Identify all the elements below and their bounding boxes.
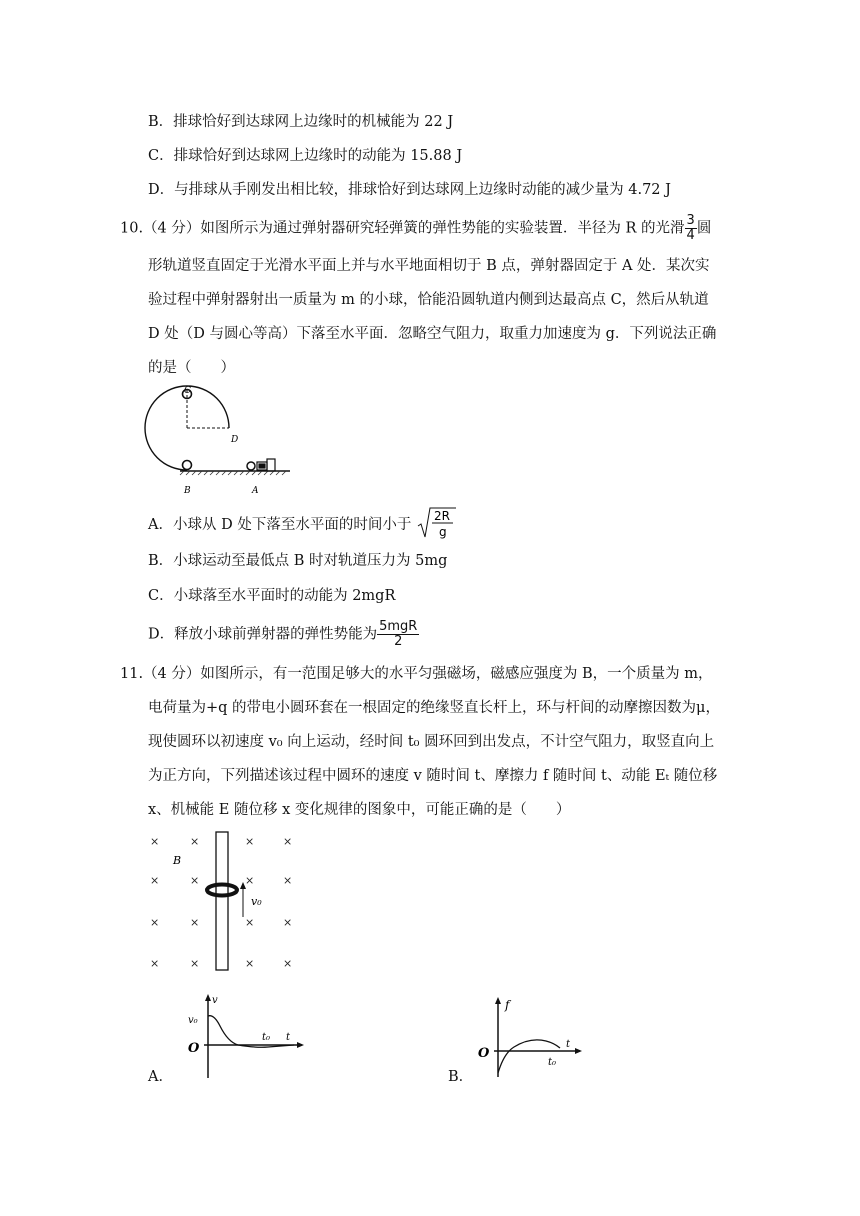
graph-b-label-f: f (505, 998, 510, 1012)
q11-stem-line-5: x、机械能 E 随位移 x 变化规律的图象中，可能正确的是（ ） (148, 802, 571, 818)
q10-sqrt-num: 2R (433, 509, 450, 523)
graph-b-label-o: O (478, 1046, 490, 1061)
q11-field-figure (145, 830, 300, 975)
svg-text:×: × (283, 835, 293, 848)
q10-sqrt-den: g (438, 525, 447, 539)
svg-text:×: × (150, 916, 160, 929)
graph-b-label-t: t (566, 1039, 571, 1050)
graph-b-label-t0: t₀ (548, 1057, 557, 1068)
svg-text:×: × (245, 957, 255, 970)
q10-radical-sign (416, 506, 456, 540)
svg-text:×: × (190, 957, 200, 970)
svg-text:×: × (150, 874, 160, 887)
q10-label-c: C (184, 386, 191, 396)
graph-a-y-arrow (205, 994, 211, 1001)
q10-fraction (685, 214, 697, 243)
q10-stem-line-5: 的是（ ） (148, 360, 235, 376)
q11-stem-line-4: 为正方向，下列描述该过程中圆环的速度 v 随时间 t、摩擦力 f 随时间 t、动能 Eₜ 随位移 (148, 768, 718, 784)
q10-option-d-fraction (377, 620, 419, 649)
q10-label-a: A (252, 486, 259, 496)
svg-text:×: × (283, 916, 293, 929)
q11-stem-line-1: 11.（4 分）如图所示，有一范围足够大的水平匀强磁场，磁感应强度为 B，一个质量为 m， (120, 666, 713, 682)
graph-a-label-t0: t₀ (262, 1032, 271, 1043)
q10-stem-line-2: 形轨道竖直固定于光滑水平面上并与水平地面相切于 B 点，弹射器固定于 A 处．某次实 (148, 258, 710, 274)
q10-option-b: B．小球运动至最低点 B 时对轨道压力为 5mg (148, 553, 448, 569)
q10-option-d-den: 2 (394, 634, 403, 649)
graph-a-curve (208, 1016, 294, 1048)
q10-stem-text-b: 圆 (696, 220, 712, 237)
svg-text:×: × (150, 835, 160, 848)
svg-text:×: × (190, 874, 200, 887)
q10-option-d (148, 620, 419, 649)
q11-stem-line-2: 电荷量为+q 的带电小圆环套在一根固定的绝缘竖直长杆上，环与杆间的动摩擦因数为μ， (148, 700, 720, 716)
q10-stem-line-4: D 处（D 与圆心等高）下落至水平面．忽略空气阻力，取重力加速度为 g．下列说法正确 (148, 326, 717, 342)
q11-graph-a (176, 992, 306, 1080)
q11-stem-line-3: 现使圆环以初速度 v₀ 向上运动，经时间 t₀ 圆环回到出发点，不计空气阻力，取竖直向上 (148, 734, 715, 750)
q10-fraction-den: 4 (686, 228, 695, 243)
svg-text:×: × (245, 874, 255, 887)
q10-option-d-num: 5mgR (379, 619, 418, 634)
q10-stem-line-3: 验过程中弹射器射出一质量为 m 的小球，恰能沿圆轨道内侧到达最高点 C，然后从轨道 (148, 292, 709, 308)
svg-text:×: × (245, 916, 255, 929)
q9-option-d: D．与排球从手刚发出相比较，排球恰好到达球网上边缘时动能的减少量为 4.72 J (148, 182, 671, 198)
graph-a-label-t: t (286, 1032, 291, 1043)
svg-text:×: × (190, 835, 200, 848)
q10-fraction-num: 3 (686, 213, 695, 228)
q10-option-c: C．小球落至水平面时的动能为 2mgR (148, 588, 396, 604)
q11-graph-b (470, 995, 585, 1080)
svg-text:×: × (190, 916, 200, 929)
svg-text:×: × (150, 957, 160, 970)
q10-stem-line-1 (120, 214, 711, 243)
q11-label-v0: v₀ (251, 895, 262, 908)
q10-option-a (148, 508, 456, 542)
graph-a-x-arrow (297, 1042, 304, 1048)
q10-label-b: B (184, 486, 191, 496)
q10-launcher (247, 459, 275, 471)
svg-text:×: × (245, 835, 255, 848)
svg-text:×: × (283, 957, 293, 970)
graph-a-label-v0: v₀ (188, 1015, 198, 1026)
q11-label-b: B (173, 854, 182, 867)
graph-a-label-v: v (212, 995, 218, 1006)
q11-option-b-label: B． (448, 1069, 474, 1085)
graph-b-y-arrow (495, 997, 501, 1004)
graph-a-label-o: O (188, 1041, 200, 1056)
q11-rod (216, 832, 228, 970)
q10-track-figure (140, 385, 300, 500)
q11-option-a-label: A． (148, 1069, 173, 1085)
q10-option-d-text: D．释放小球前弹射器的弹性势能为 (148, 626, 378, 643)
graph-b-x-arrow (575, 1048, 582, 1054)
q10-stem-text-a: 10.（4 分）如图所示为通过弹射器研究轻弹簧的弹性势能的实验装置．半径为 R 的光滑 (120, 220, 685, 237)
q10-ball-bottom (183, 461, 192, 470)
q10-label-d: D (231, 435, 239, 445)
svg-text:×: × (283, 874, 293, 887)
q9-option-b: B．排球恰好到达球网上边缘时的机械能为 22 J (148, 114, 454, 130)
q10-option-a-text: A．小球从 D 处下落至水平面的时间小于 (148, 517, 412, 533)
q10-sqrt (416, 506, 456, 540)
q9-option-c: C．排球恰好到达球网上边缘时的动能为 15.88 J (148, 148, 463, 164)
